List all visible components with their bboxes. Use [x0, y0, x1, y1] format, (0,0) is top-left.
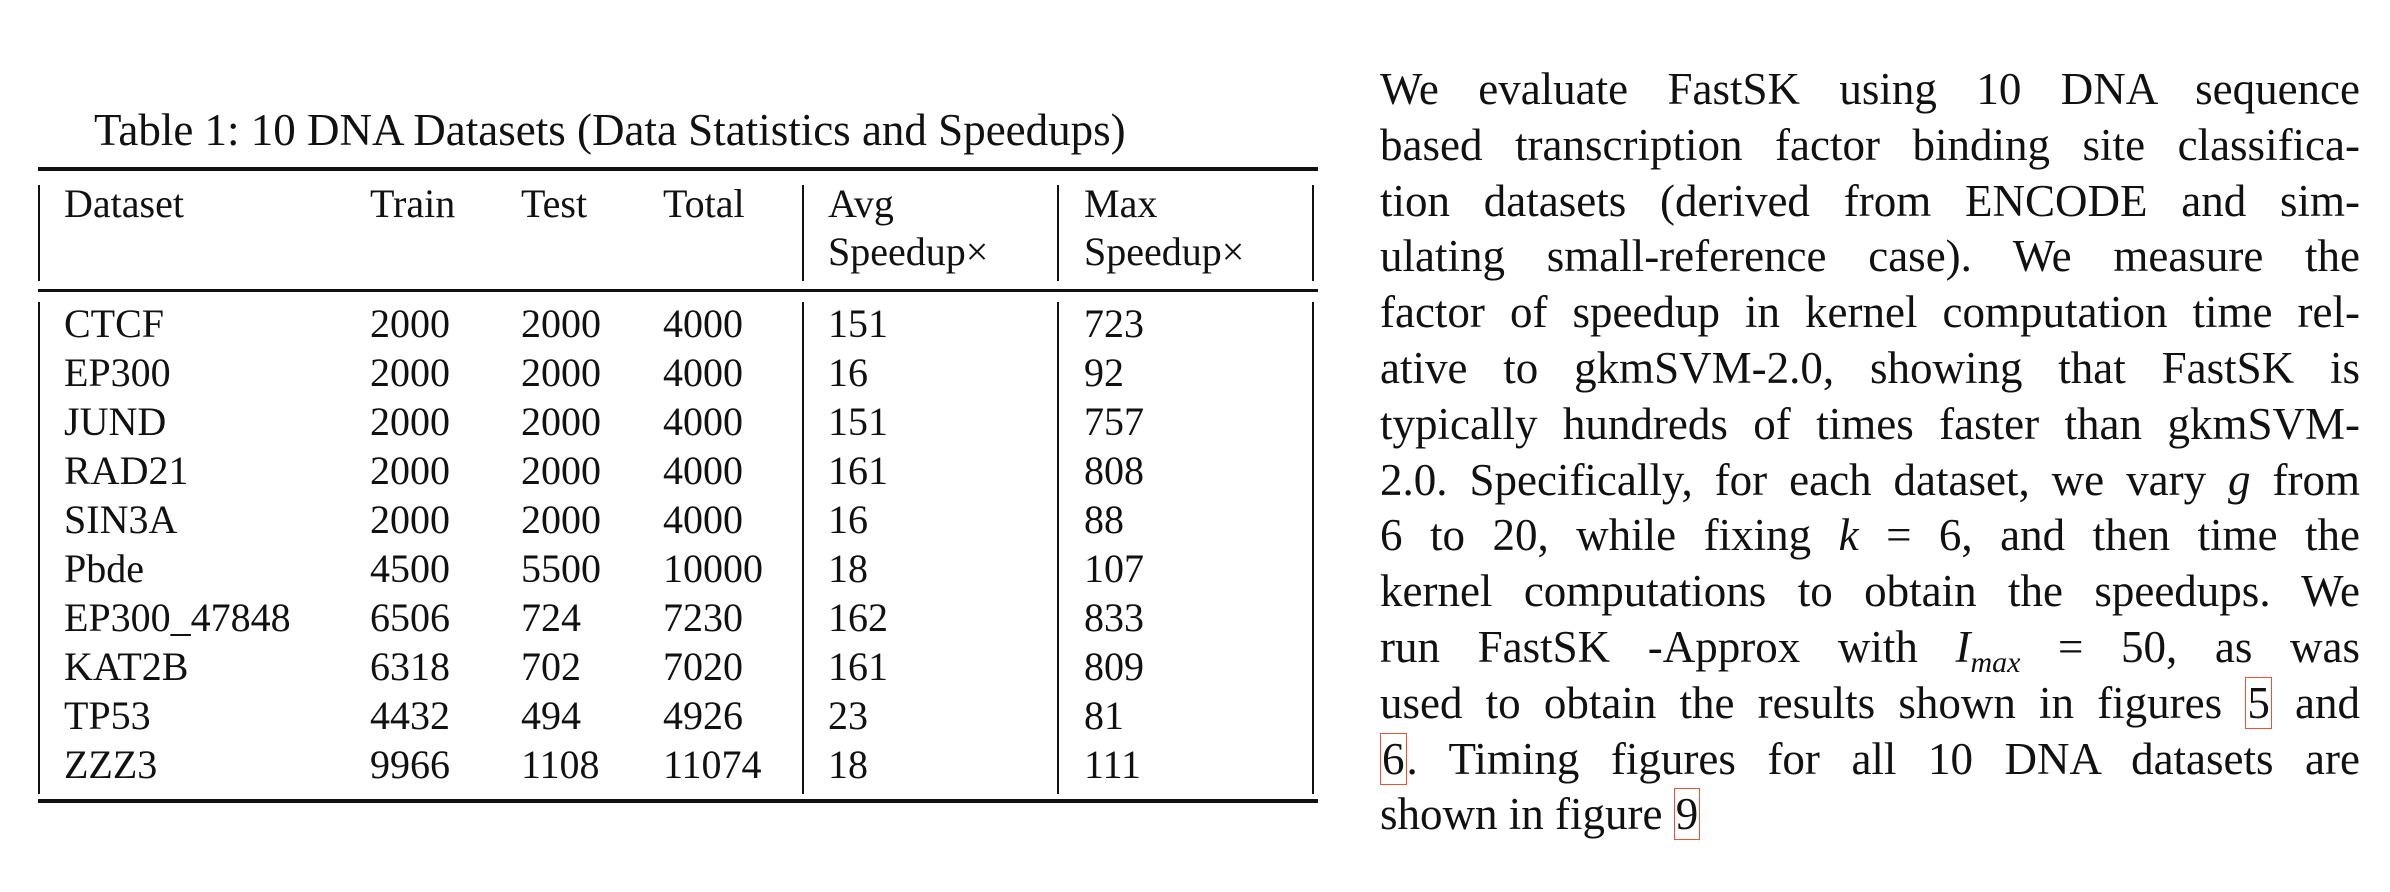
body-paragraph — [1380, 62, 2360, 843]
cell-total: 4926 — [663, 693, 743, 738]
paragraph-line: typically hundreds of times faster than gkmSVM- — [1380, 398, 2360, 449]
cell-test: 724 — [521, 595, 581, 640]
header-dataset: Dataset — [64, 181, 184, 226]
cell-max-speedup: 81 — [1084, 693, 1124, 738]
cell-total: 4000 — [663, 497, 743, 542]
text-span: = 6, and then time the — [1858, 510, 2360, 561]
math-var-k: k — [1838, 510, 1859, 561]
cell-train: 6318 — [370, 644, 450, 689]
cell-max-speedup: 833 — [1084, 595, 1144, 640]
table-row — [0, 496, 1320, 545]
cell-total: 7230 — [663, 595, 743, 640]
cell-test: 702 — [521, 644, 581, 689]
table-row — [0, 643, 1320, 692]
header-avg-line1: Avg — [828, 181, 894, 226]
cell-total: 4000 — [663, 399, 743, 444]
cell-max-speedup: 723 — [1084, 301, 1144, 346]
table-row — [0, 545, 1320, 594]
cell-train: 2000 — [370, 301, 450, 346]
cell-train: 2000 — [370, 399, 450, 444]
table-right-border — [1312, 185, 1314, 281]
cell-max-speedup: 808 — [1084, 448, 1144, 493]
math-subscript-max: max — [1970, 645, 2021, 679]
cell-total: 4000 — [663, 350, 743, 395]
table-header-rule — [38, 289, 1318, 292]
cell-avg-speedup: 151 — [828, 301, 888, 346]
figure-ref-link[interactable]: 6 — [1382, 733, 1405, 784]
cell-dataset: EP300 — [64, 350, 171, 395]
header-train: Train — [370, 181, 456, 226]
text-span: . Timing figures for all 10 DNA datasets are — [1406, 733, 2360, 784]
table-row — [0, 349, 1320, 398]
cell-dataset: EP300_47848 — [64, 595, 291, 640]
paragraph-line — [1380, 453, 2360, 509]
cell-dataset: CTCF — [64, 301, 165, 346]
paragraph-line: tion datasets (derived from ENCODE and sim- — [1380, 175, 2360, 226]
math-var-g: g — [2228, 454, 2251, 505]
cell-dataset: JUND — [64, 399, 167, 444]
cell-total: 10000 — [663, 546, 763, 591]
cell-train: 4500 — [370, 546, 450, 591]
math-var-i: I — [1955, 621, 1971, 672]
header-total: Total — [663, 181, 745, 226]
table-row — [0, 300, 1320, 349]
paragraph-line: ative to gkmSVM-2.0, showing that FastSK is — [1380, 342, 2360, 393]
text-span: from — [2250, 454, 2360, 505]
header-max-line2: Speedup× — [1084, 229, 1245, 274]
cell-avg-speedup: 23 — [828, 693, 868, 738]
cell-total: 7020 — [663, 644, 743, 689]
cell-max-speedup: 111 — [1084, 742, 1142, 787]
text-span: used to obtain the results shown in figures — [1380, 677, 2246, 728]
text-span: and — [2271, 677, 2360, 728]
cell-train: 2000 — [370, 497, 450, 542]
table-divider-total-avg — [802, 185, 804, 281]
cell-max-speedup: 92 — [1084, 350, 1124, 395]
cell-total: 4000 — [663, 301, 743, 346]
cell-avg-speedup: 18 — [828, 546, 868, 591]
cell-avg-speedup: 151 — [828, 399, 888, 444]
table-caption: Table 1: 10 DNA Datasets (Data Statistics and Speedups) — [94, 105, 1126, 155]
cell-test: 494 — [521, 693, 581, 738]
cell-train: 2000 — [370, 448, 450, 493]
cell-avg-speedup: 161 — [828, 448, 888, 493]
paragraph-line: ulating small-reference case). We measure the — [1380, 231, 2360, 282]
paragraph-line: based transcription factor binding site classifica- — [1380, 119, 2360, 170]
cell-train: 6506 — [370, 595, 450, 640]
paragraph-line: We evaluate FastSK using 10 DNA sequence — [1380, 64, 2360, 114]
table-left-border — [38, 185, 40, 281]
table-divider-avg-max — [1057, 185, 1059, 281]
figure-ref-link[interactable]: 9 — [1675, 789, 1699, 840]
cell-train: 4432 — [370, 693, 450, 738]
cell-dataset: Pbde — [64, 546, 144, 591]
cell-dataset: ZZZ3 — [64, 742, 158, 787]
cell-avg-speedup: 161 — [828, 644, 888, 689]
cell-avg-speedup: 16 — [828, 350, 868, 395]
table-row — [0, 741, 1320, 790]
cell-dataset: RAD21 — [64, 448, 189, 493]
cell-train: 2000 — [370, 350, 450, 395]
header-test: Test — [521, 181, 588, 226]
text-span: = 50, as was — [2020, 621, 2360, 672]
table-row — [0, 594, 1320, 643]
cell-dataset: KAT2B — [64, 644, 189, 689]
header-avg-line2: Speedup× — [828, 229, 989, 274]
text-span: run FastSK -Approx with — [1380, 621, 1956, 672]
cell-max-speedup: 107 — [1084, 546, 1144, 591]
header-avg-speedup — [828, 180, 988, 276]
cell-train: 9966 — [370, 742, 450, 787]
cell-test: 2000 — [521, 350, 601, 395]
paragraph-line — [1380, 676, 2360, 732]
table-top-rule — [38, 167, 1318, 171]
paragraph-line: kernel computations to obtain the speedups. We — [1380, 566, 2360, 617]
cell-test: 2000 — [521, 301, 601, 346]
text-span: 2.0. Specifically, for each dataset, we vary — [1380, 454, 2229, 505]
cell-dataset: TP53 — [64, 693, 151, 738]
cell-test: 2000 — [521, 497, 601, 542]
cell-total: 4000 — [663, 448, 743, 493]
text-span: 6 to 20, while fixing — [1380, 510, 1839, 561]
cell-test: 2000 — [521, 399, 601, 444]
cell-avg-speedup: 16 — [828, 497, 868, 542]
cell-test: 2000 — [521, 448, 601, 493]
cell-dataset: SIN3A — [64, 497, 178, 542]
table-body — [0, 300, 1320, 800]
text-span: shown in figure — [1380, 789, 1674, 840]
paragraph-line — [1380, 732, 2360, 788]
cell-avg-speedup: 162 — [828, 595, 888, 640]
table-row — [0, 692, 1320, 741]
paragraph-line — [1380, 508, 2360, 564]
figure-ref-link[interactable]: 5 — [2247, 677, 2270, 728]
cell-avg-speedup: 18 — [828, 742, 868, 787]
cell-max-speedup: 88 — [1084, 497, 1124, 542]
paragraph-line: factor of speedup in kernel computation time rel- — [1380, 287, 2360, 338]
table-row — [0, 447, 1320, 496]
cell-max-speedup: 757 — [1084, 399, 1144, 444]
cell-total: 11074 — [663, 742, 762, 787]
cell-test: 5500 — [521, 546, 601, 591]
table-row — [0, 398, 1320, 447]
paragraph-line — [1380, 787, 2360, 843]
header-max-speedup — [1084, 180, 1244, 276]
paragraph-line — [1380, 620, 2360, 679]
cell-max-speedup: 809 — [1084, 644, 1144, 689]
header-max-line1: Max — [1084, 181, 1158, 226]
cell-test: 1108 — [521, 742, 600, 787]
